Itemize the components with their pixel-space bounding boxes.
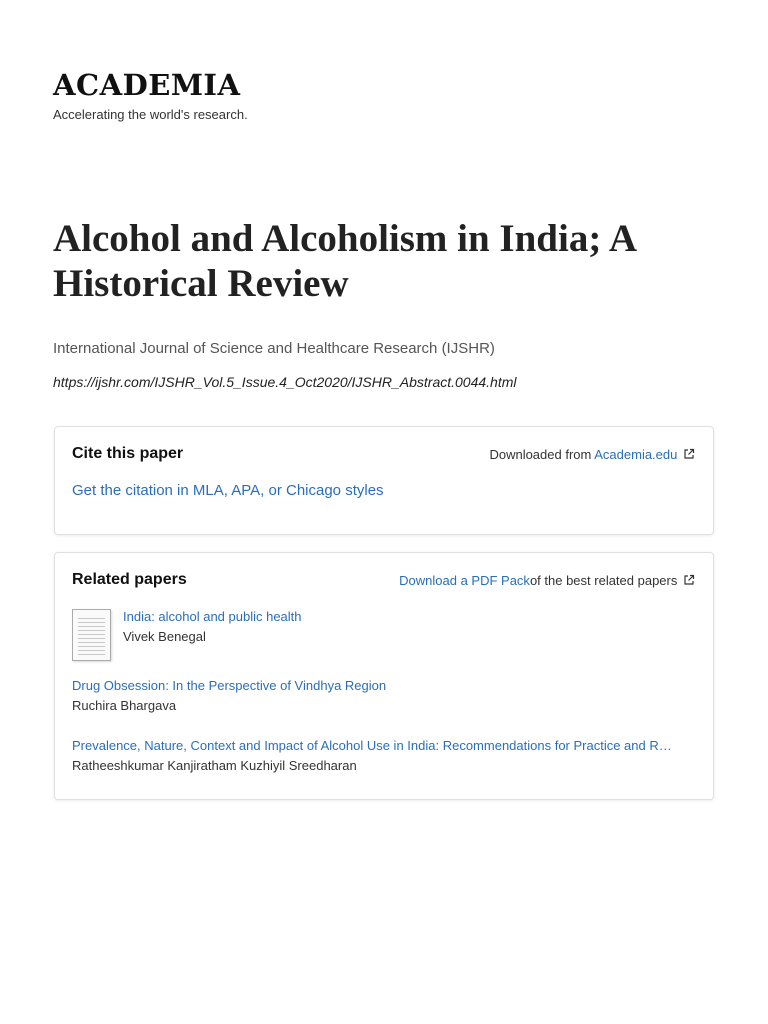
download-pdf-pack-link[interactable]: Download a PDF Pack: [399, 573, 530, 588]
cite-card: [54, 426, 714, 535]
pack-suffix: of the best related papers: [529, 573, 678, 588]
paper-title: Alcohol and Alcoholism in India; A Historical Review: [53, 217, 635, 305]
related-paper-author: Ratheeshkumar Kanjiratham Kuzhiyil Sreedharan: [72, 758, 357, 773]
academia-logo[interactable]: ACADEMIA: [53, 68, 241, 102]
get-citation-link[interactable]: Get the citation in MLA, APA, or Chicago styles: [72, 482, 384, 499]
downloaded-prefix: Downloaded from: [489, 447, 592, 462]
related-heading: Related papers: [72, 571, 187, 588]
journal-name: International Journal of Science and Healthcare Research (IJSHR): [53, 340, 495, 357]
related-paper-item: [123, 609, 693, 644]
pdf-pack-note: [399, 573, 695, 588]
related-paper-author: Ruchira Bhargava: [72, 698, 177, 713]
related-paper-title[interactable]: Drug Obsession: In the Perspective of Vindhya Region: [72, 678, 387, 693]
related-paper-item: [72, 738, 694, 773]
related-papers-card: [54, 552, 714, 800]
related-paper-title[interactable]: India: alcohol and public health: [123, 609, 302, 624]
related-paper-item: [72, 678, 694, 713]
tagline: Accelerating the world's research.: [53, 107, 248, 122]
paper-thumbnail-icon[interactable]: [72, 609, 111, 661]
cite-heading: Cite this paper: [72, 445, 184, 462]
related-paper-author: Vivek Benegal: [123, 629, 206, 644]
related-paper-title[interactable]: Prevalence, Nature, Context and Impact of Alcohol Use in India: Recommendations for Practice and R…: [72, 738, 672, 753]
external-link-icon[interactable]: [683, 574, 695, 586]
external-link-icon[interactable]: [683, 448, 695, 460]
downloaded-from: [489, 447, 695, 462]
paper-url: https://ijshr.com/IJSHR_Vol.5_Issue.4_Oct2020/IJSHR_Abstract.0044.html: [53, 374, 517, 390]
academia-edu-link[interactable]: Academia.edu: [594, 447, 678, 462]
